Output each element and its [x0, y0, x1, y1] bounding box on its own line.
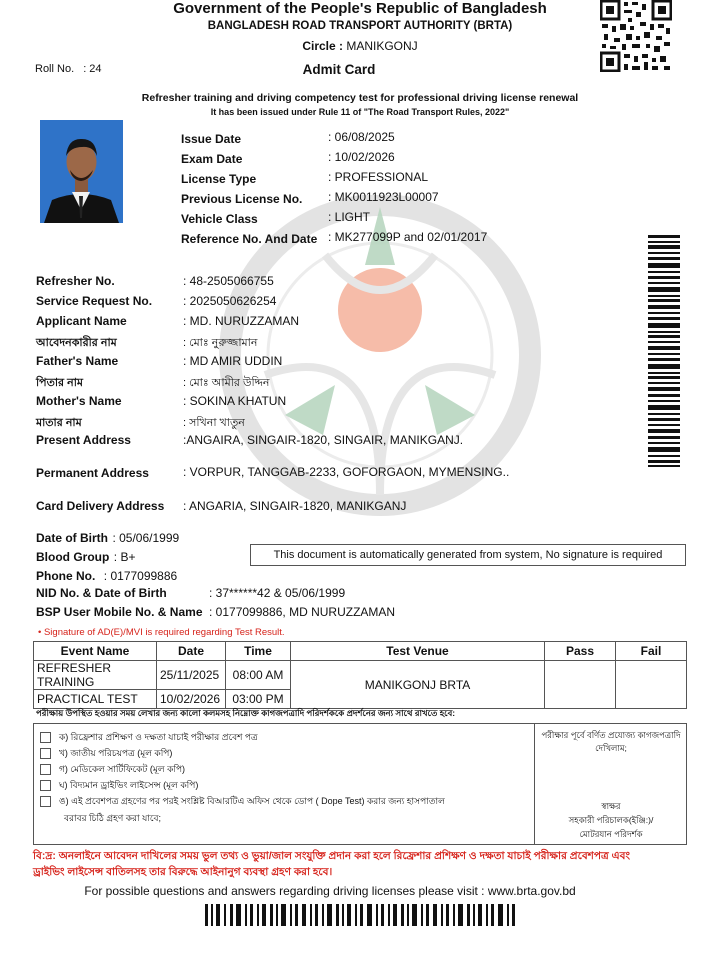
- signature-note: [38, 627, 285, 638]
- doc-checkbox[interactable]: [40, 780, 51, 791]
- warning-line-1: বি:দ্র: অনলাইনে আবেদন দাখিলের সময় ভুল তথ্য ও ভুয়া/জাল সংযুক্তি প্রদান করা হলে রিফ্রেশার প্রশিক্ষণ ও দক্ষতা যাচাই পরীক্ষার প্রবেশপত্র এবং: [33, 850, 630, 862]
- vehicle-class-value: : LIGHT: [328, 210, 371, 224]
- issue-date-value: : 06/08/2025: [328, 130, 395, 144]
- auto-generated-notice: This document is automatically generated from system, No signature is required: [250, 544, 686, 566]
- nid-label: NID No. & Date of Birth: [36, 586, 167, 600]
- previous-license-value: : MK0011923L00007: [328, 190, 439, 204]
- mother-name-bn-label: মাতার নাম: [36, 417, 82, 429]
- present-address-label: Present Address: [36, 433, 131, 447]
- rule-note: It has been issued under Rule 11 of "The Road Transport Rules, 2022": [210, 107, 510, 117]
- documents-divider: [534, 724, 535, 844]
- doc-checkbox[interactable]: [40, 764, 51, 775]
- dob-value: : 05/06/1999: [112, 531, 180, 545]
- doc-item-1[interactable]: [40, 730, 258, 745]
- col-fail: Fail: [616, 642, 687, 661]
- col-pass: Pass: [545, 642, 616, 661]
- events-table: [33, 641, 687, 709]
- phone-value: : 0177099886: [103, 569, 178, 583]
- doc-item-3-text: গ) মেডিকেল সার্টিফিকেট (মূল কপি): [59, 764, 186, 774]
- warning-line-2: ড্রাইভিং লাইসেন্স বাতিলসহ তার বিরুদ্ধে আইনানুগ ব্যবস্থা গ্রহণ করা হবে।: [33, 866, 333, 878]
- dob-label: Date of Birth: [36, 531, 108, 545]
- nid-value: : 37******42 & 05/06/1999: [209, 586, 346, 600]
- reference-row: [181, 230, 488, 250]
- license-type-row: [181, 170, 429, 190]
- exam-date-label: Exam Date: [181, 152, 243, 166]
- applicant-name-bn-value: : মোঃ নুরুজ্জামান: [183, 337, 258, 349]
- bsp-label: BSP User Mobile No. & Name: [36, 605, 203, 619]
- refresher-no-value: : 48-2505066755: [183, 274, 274, 288]
- vertical-barcode: [648, 235, 680, 467]
- doc-checkbox[interactable]: [40, 796, 51, 807]
- circle-label: Circle :: [302, 39, 343, 53]
- pass-cell: [545, 661, 616, 709]
- father-name-value: : MD AMIR UDDIN: [183, 354, 283, 368]
- delivery-address-label: Card Delivery Address: [36, 499, 165, 513]
- service-request-value: : 2025050626254: [183, 294, 277, 308]
- roll-value: : 24: [83, 63, 102, 75]
- right-note-1: পরীক্ষার পূর্বে বর্ণিত প্রযোজ্য কাগজপত্রাদি: [541, 730, 681, 740]
- license-type-value: : PROFESSIONAL: [328, 170, 429, 184]
- previous-license-label: Previous License No.: [181, 192, 303, 206]
- bullet-icon: •: [38, 627, 44, 638]
- col-date: Date: [157, 642, 226, 661]
- event-date-cell: 25/11/2025: [157, 661, 226, 690]
- doc-item-3[interactable]: [40, 762, 185, 777]
- phone-row: [36, 567, 177, 585]
- vehicle-class-label: Vehicle Class: [181, 212, 258, 226]
- applicant-name-label: Applicant Name: [36, 314, 127, 328]
- gov-title: Government of the People's Republic of Bangladesh: [173, 0, 547, 17]
- doc-item-2-text: খ) জাতীয় পরিচয়পত্র (মূল কপি): [59, 748, 173, 758]
- documents-heading: পরীক্ষায় উপস্থিত হওয়ার সময় লেখার জন্য কালো কলমসহ নিম্নোক্ত কাগজপত্রাদি পরিদর্শককে প্রদর্শনের জন্য সাথে রাখতে হবে:: [36, 708, 456, 718]
- card-title: Admit Card: [302, 62, 376, 77]
- test-venue-cell: MANIKGONJ BRTA: [291, 661, 545, 709]
- event-name-cell: REFRESHER TRAINING: [34, 661, 157, 690]
- table-row: [34, 661, 687, 690]
- right-note-2: দেখিলাম;: [595, 743, 627, 753]
- sign-label: স্বাক্ষর: [601, 801, 621, 811]
- delivery-address-value: : ANGARIA, SINGAIR-1820, MANIKGANJ: [183, 499, 407, 513]
- doc-item-4[interactable]: [40, 778, 198, 793]
- issue-date-row: [181, 130, 395, 150]
- subtitle: Refresher training and driving competency test for professional driving license renewal: [141, 92, 579, 104]
- authority-name: BANGLADESH ROAD TRANSPORT AUTHORITY (BRTA): [207, 20, 513, 32]
- phone-label: Phone No.: [36, 569, 96, 583]
- col-event-name: Event Name: [34, 642, 157, 661]
- col-time: Time: [226, 642, 291, 661]
- footer-note: For possible questions and answers regarding driving licenses please visit : www.brta.gov.bd: [84, 884, 576, 898]
- mother-name-value: : SOKINA KHATUN: [183, 394, 287, 408]
- applicant-name-bn-label: আবেদনকারীর নাম: [36, 337, 117, 349]
- documents-box: [33, 723, 687, 845]
- father-name-label: Father's Name: [36, 354, 119, 368]
- roll-label: Roll No.: [35, 63, 75, 75]
- doc-item-2[interactable]: [40, 746, 172, 761]
- bsp-value: : 0177099886, MD NURUZZAMAN: [209, 605, 396, 619]
- exam-date-row: [181, 150, 395, 170]
- refresher-no-label: Refresher No.: [36, 274, 115, 288]
- mother-name-label: Mother's Name: [36, 394, 122, 408]
- event-name-cell: PRACTICAL TEST: [34, 690, 157, 709]
- blood-group-row: [36, 548, 135, 566]
- father-name-bn-label: পিতার নাম: [36, 377, 84, 389]
- reference-value: : MK277099P and 02/01/2017: [328, 230, 488, 244]
- circle-value: MANIKGONJ: [346, 39, 418, 53]
- exam-date-value: : 10/02/2026: [328, 150, 395, 164]
- issue-date-label: Issue Date: [181, 132, 242, 146]
- doc-item-4-text: ঘ) বিদ্যমান ড্রাইভিং লাইসেন্স (মূল কপি): [59, 780, 199, 790]
- previous-license-row: [181, 190, 439, 210]
- bottom-barcode: [205, 904, 515, 926]
- doc-item-1-text: ক) রিফ্রেশার প্রশিক্ষণ ও দক্ষতা যাচাই পরীক্ষার প্রবেশ পত্র: [59, 732, 258, 742]
- doc-item-5-text: ঙ) এই প্রবেশপত্র গ্রহণের পর পরই সংশ্লিষ্ট বিআরটিএ অফিস থেকে ডোপ ( Dope Test) করার জন্য হাসপাতাল: [59, 796, 445, 806]
- doc-item-5[interactable]: [40, 794, 445, 809]
- blood-group-value: : B+: [113, 550, 136, 564]
- col-test-venue: Test Venue: [291, 642, 545, 661]
- doc-checkbox[interactable]: [40, 732, 51, 743]
- applicant-photo: [40, 120, 123, 223]
- doc-item-5-continued: বরাবর চিঠি গ্রহণ করা যাবে;: [64, 813, 162, 823]
- license-type-label: License Type: [181, 172, 257, 186]
- blood-group-label: Blood Group: [36, 550, 110, 564]
- events-header-row: [34, 642, 687, 661]
- father-name-bn-value: : মোঃ আমীর উদ্দিন: [183, 377, 270, 389]
- sign-designation-2: মোটরযান পরিদর্শক: [579, 829, 643, 839]
- vehicle-class-row: [181, 210, 371, 230]
- signature-note-text: Signature of AD(E)/MVI is required regarding Test Result.: [43, 627, 285, 638]
- event-time-cell: 08:00 AM: [226, 661, 291, 690]
- event-time-cell: 03:00 PM: [226, 690, 291, 709]
- permanent-address-value: : VORPUR, TANGGAB-2233, GOFORGAON, MYMENSING..: [183, 465, 510, 479]
- event-date-cell: 10/02/2026: [157, 690, 226, 709]
- permanent-address-label: Permanent Address: [36, 466, 149, 480]
- fail-cell: [616, 661, 687, 709]
- dob-row: [36, 529, 179, 547]
- applicant-name-value: : MD. NURUZZAMAN: [183, 314, 299, 328]
- mother-name-bn-value: : সখিনা খাতুন: [183, 417, 245, 429]
- present-address-value: :ANGAIRA, SINGAIR-1820, SINGAIR, MANIKGANJ.: [183, 433, 464, 447]
- top-fields: [181, 130, 488, 250]
- doc-checkbox[interactable]: [40, 748, 51, 759]
- sign-designation-1: সহকারী পরিচালক(ইঞ্জি:)/: [568, 815, 654, 825]
- reference-label: Reference No. And Date: [181, 232, 318, 246]
- service-request-label: Service Request No.: [36, 294, 153, 308]
